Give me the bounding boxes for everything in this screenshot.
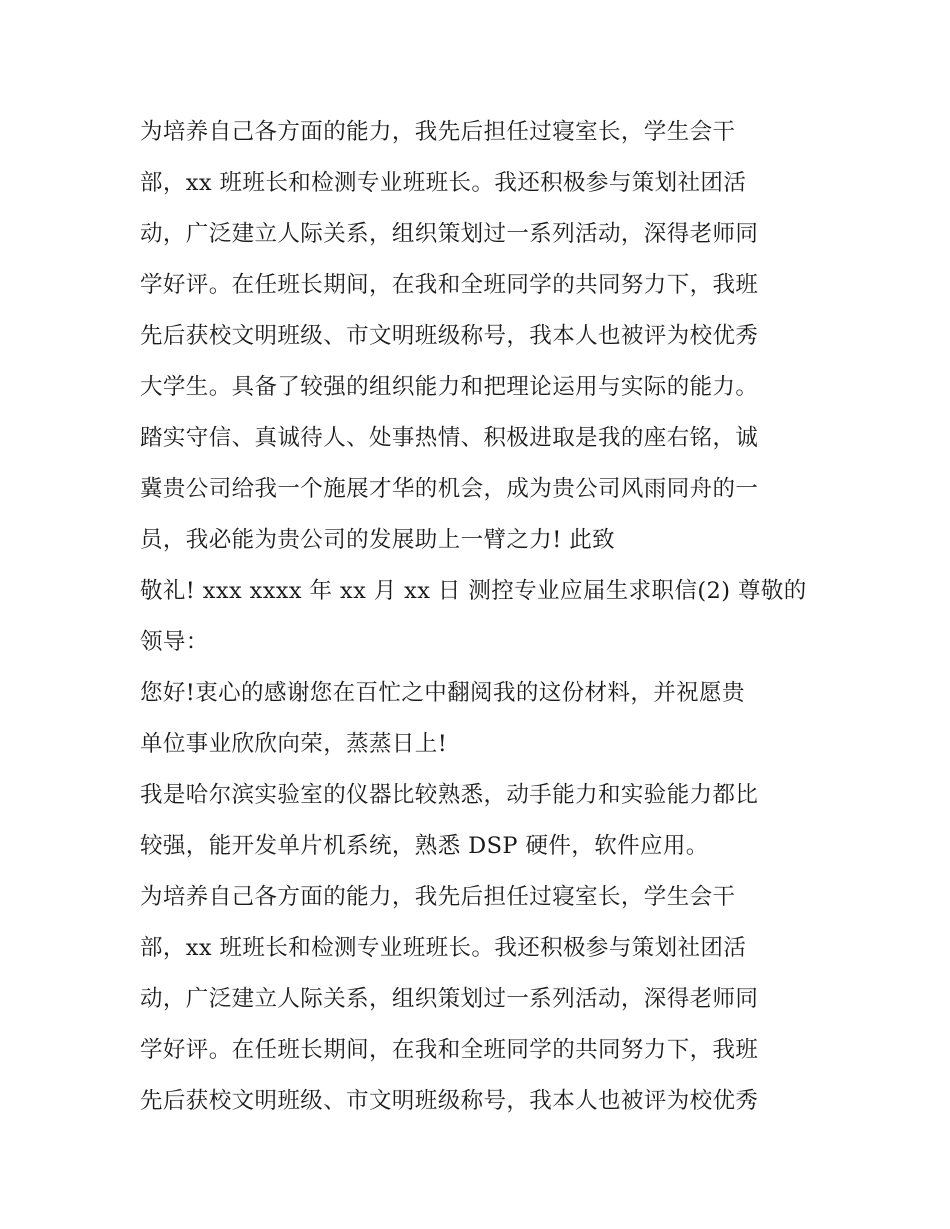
text-line: 大学生。具备了较强的组织能力和把理论运用与实际的能力。 xyxy=(140,374,759,400)
text-line: 部，xx 班班长和检测专业班班长。我还积极参与策划社团活 xyxy=(140,170,747,196)
text-line: 为培养自己各方面的能力，我先后担任过寝室长，学生会干 xyxy=(140,884,736,910)
text-line: 学好评。在任班长期间，在我和全班同学的共同努力下，我班 xyxy=(140,1037,759,1063)
text-line: 先后获校文明班级、市文明班级称号，我本人也被评为校优秀 xyxy=(140,323,759,349)
body-text xyxy=(140,107,830,1127)
text-line: 踏实守信、真诚待人、处事热情、积极进取是我的座右铭，诚 xyxy=(140,425,759,451)
text-line: 冀贵公司给我一个施展才华的机会，成为贵公司风雨同舟的一 xyxy=(140,476,759,502)
text-line: 您好!衷心的感谢您在百忙之中翻阅我的这份材料，并祝愿贵 xyxy=(140,680,745,706)
text-line: 领导： xyxy=(140,629,209,655)
text-line: 学好评。在任班长期间，在我和全班同学的共同努力下，我班 xyxy=(140,272,759,298)
text-line: 动，广泛建立人际关系，组织策划过一系列活动，深得老师同 xyxy=(140,221,759,247)
text-line: 敬礼! xxx xxxx 年 xx 月 xx 日 测控专业应届生求职信(2) 尊敬的 xyxy=(140,578,807,604)
text-line: 员，我必能为贵公司的发展助上一臂之力! 此致 xyxy=(140,527,615,553)
text-line: 较强，能开发单片机系统，熟悉 DSP 硬件，软件应用。 xyxy=(140,833,709,859)
text-line: 我是哈尔滨实验室的仪器比较熟悉，动手能力和实验能力都比 xyxy=(140,782,759,808)
text-line: 单位事业欣欣向荣，蒸蒸日上! xyxy=(140,731,448,757)
text-line: 先后获校文明班级、市文明班级称号，我本人也被评为校优秀 xyxy=(140,1088,759,1114)
text-line: 部，xx 班班长和检测专业班班长。我还积极参与策划社团活 xyxy=(140,935,747,961)
text-line: 为培养自己各方面的能力，我先后担任过寝室长，学生会干 xyxy=(140,119,736,145)
text-line: 动，广泛建立人际关系，组织策划过一系列活动，深得老师同 xyxy=(140,986,759,1012)
